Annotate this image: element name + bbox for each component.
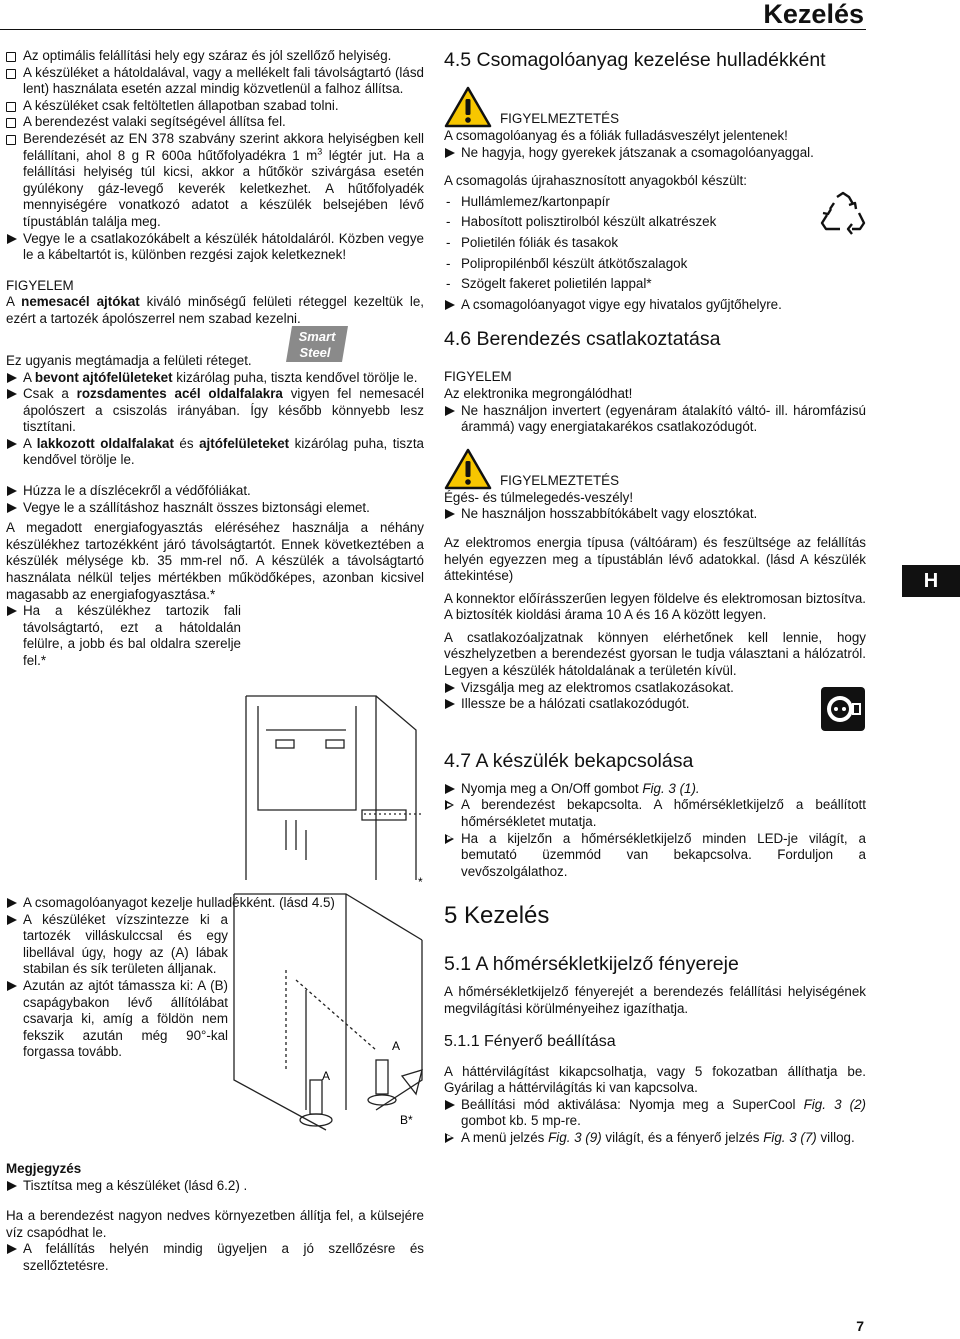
clean3-bold2: ajtófelületeket xyxy=(199,435,290,451)
notice-attack-row xyxy=(6,328,424,370)
on-result-1: A berendezést bekapcsolta. A hőmérsékletkijelző a beállított hőmérsékletet mutatja. xyxy=(444,797,866,830)
section-5-1-1-title: 5.1.1 Fényerő beállítása xyxy=(444,1032,616,1050)
spacer-step: Ha a készülékhez tartozik fali távolságtartó, ezt a hátoldalán felülre, a jobb és bal oldalra szerelje fel.* xyxy=(6,603,241,669)
notice-text xyxy=(6,294,424,327)
clean-step-2 xyxy=(6,386,424,436)
fire-warning-text: Égés- és túlmelegedés-veszély! xyxy=(444,489,634,505)
clean1-bold: bevont ajtófelületeket xyxy=(34,369,173,385)
figure1-star: * xyxy=(418,875,423,889)
clean-step-3 xyxy=(6,436,424,469)
warning-label: FIGYELMEZTETÉS xyxy=(500,111,620,127)
recycle-step: A csomagolóanyagot vigye egy hivatalos gyűjtőhelyre. xyxy=(444,297,866,314)
section-5-title: 5 Kezelés xyxy=(444,902,550,930)
left-column xyxy=(6,48,424,670)
clean3-mid: és xyxy=(173,435,200,451)
menu-result xyxy=(444,1130,866,1147)
en378-text-a: Berendezését az EN 378 szabvány szerint akkora helyiségben kell felállítani, ahol 8 g R 600a hűtőfolyadékra 1 m xyxy=(23,130,424,163)
warning-step: Ne hagyja, hogy gyerekek játszanak a csomagolóanyaggal. xyxy=(444,145,866,162)
warning-triangle-icon xyxy=(444,86,492,128)
material-item: - Habosított polisztirolból készült alkatrészek xyxy=(444,214,866,231)
clean3-pre: A xyxy=(23,435,37,451)
notice-label: FIGYELEM xyxy=(6,277,74,293)
en378-text-b: légtér jut. Ha a felállítási helyiség túl kicsi, akkor a hűtőkör szivárgása esetén gyúlékony gáz-levegő keverék keletkezhet. A hűtőfolyadék mennyiségére vonatkozó adatot a készülék belsejében lévő típustáblán találja meg. xyxy=(23,147,424,229)
notice-pre: A xyxy=(6,294,22,310)
figure2-label-a2: A xyxy=(392,1039,401,1053)
cable-step: Vegye le a csatlakozókábelt a készülék hátoldaláról. Közben vegye le a kábeltartót is, különben rezgési zajok keletkeznek! xyxy=(6,231,424,264)
menu-result-pre: A menü jelzés xyxy=(461,1129,549,1145)
fire-warning-head xyxy=(444,448,866,490)
en378-paragraph xyxy=(6,131,424,231)
material-item: - Polipropilénből készült átkötőszalagok xyxy=(444,256,866,273)
right-column xyxy=(444,48,866,1147)
left-bottom-notes xyxy=(6,1161,424,1275)
power-paragraph: Az elektromos energia típusa (váltóáram) és feszültsége az felállítás helyén egyezzen meg a típustáblán lévő adatokkal. (lásd A készülék áttekintése) xyxy=(444,534,866,584)
plug-icon xyxy=(820,686,866,732)
material-item: - Szögelt fakeret polietilén lappal* xyxy=(444,276,866,293)
smart-steel-logo xyxy=(286,324,350,364)
list-item: A készüléket csak feltöltetlen állapotban szabad tolni. xyxy=(6,98,424,115)
note-label: Megjegyzés xyxy=(6,1161,82,1176)
menu-result-ref1: Fig. 3 (9) xyxy=(548,1129,602,1145)
door-step: Azután az ajtót támassza ki: A (B) csapágybakon lévő állítólábat csavarja ki, amíg a földön nem fekszik azután még 90°-kal forgassa tovább. xyxy=(6,978,228,1061)
list-item: A készüléket a hátoldalával, vagy a mellékelt fali távolságtartó (lásd lent) használata esetén azzal mindig közvetlenül a falhoz állítsa. xyxy=(6,65,424,98)
warning-head xyxy=(444,86,866,128)
list-item: A berendezést valaki segítségével állítsa fel. xyxy=(6,114,424,131)
note-step: Tisztítsa meg a készüléket (lásd 6.2) . xyxy=(6,1178,424,1195)
strip-step-2: Vegye le a szállításhoz használt összes biztonsági elemet. xyxy=(6,500,424,517)
clean3-bold1: lakkozott oldalfalakat xyxy=(36,435,174,451)
material-item: - Hullámlemez/kartonpapír xyxy=(444,194,866,211)
recycle-block xyxy=(444,173,866,297)
on-step-ref: Fig. 3 (1). xyxy=(642,780,700,796)
warning-text: A csomagolóanyag és a fóliák fulladásveszélyt jelentenek! xyxy=(444,128,788,143)
page-header-title: Kezelés xyxy=(763,0,864,29)
clean3-post: kizárólag puha, tiszta kendővel törölje le. xyxy=(23,435,424,468)
mode-step-ref: Fig. 3 (2) xyxy=(803,1096,866,1112)
strip-step-1: Húzza le a díszlécekről a védőfóliákat. xyxy=(6,483,424,500)
figure2-label-b: B* xyxy=(400,1113,413,1127)
humid-paragraph: Ha a berendezést nagyon nedves környezetben állítja fel, a külsejére víz csapódhat le. xyxy=(6,1208,424,1240)
recycle-text: A csomagolás újrahasznosított anyagokból készült: xyxy=(444,173,747,189)
section-5-1-text: A hőmérsékletkijelző fényerejét a berendezés felállítási helyiségének megvilágítási körülményeihez igazíthatja. xyxy=(444,984,866,1016)
clean1-post: kizárólag puha, tiszta kendővel törölje le. xyxy=(172,369,418,385)
leveling-feet-illustration xyxy=(226,880,430,1140)
menu-result-ref2: Fig. 3 (7) xyxy=(763,1129,817,1145)
clean2-pre: Csak a xyxy=(23,386,77,402)
header-rule xyxy=(0,29,866,30)
fire-warning-label: FIGYELMEZTETÉS xyxy=(500,473,620,489)
dispose-step: A csomagolóanyagot kezelje hulladékként. (lásd 4.5) xyxy=(6,895,423,912)
check-step: Vizsgálja meg az elektromos csatlakozásokat. xyxy=(444,680,866,697)
level-step: A készüléket vízszintezze ki a tartozék villáskulccsal és egy libellával úgy, hogy az (A) lábak stabilan és sík területen álljanak. xyxy=(6,912,228,978)
figure2-label-a1: A xyxy=(322,1069,331,1083)
language-side-tab: H xyxy=(902,565,960,597)
page-number: 7 xyxy=(856,1318,864,1335)
notice-bold: nemesacél ajtókat xyxy=(21,294,140,310)
menu-result-mid: világít, és a fényerő jelzés xyxy=(601,1129,764,1145)
notice-attack: Ez ugyanis megtámadja a felületi réteget. xyxy=(6,352,252,368)
fire-step: Ne használjon hosszabbítókábelt vagy elosztókat. xyxy=(444,506,866,523)
en378-superscript: 3 xyxy=(317,146,323,157)
left-lower-steps xyxy=(6,895,335,1061)
access-paragraph: A csatlakozóaljzatnak könnyen elérhetőnek kell lennie, hogy vészhelyzetben a berendezést gyorsan le tudja választani a hálózatról. Legyen a készülék hátoldalának a területén kívül. xyxy=(444,629,866,679)
clean-step-1 xyxy=(6,370,424,387)
elec-notice-label: FIGYELEM xyxy=(444,369,512,385)
section-4-7-title: 4.7 A készülék bekapcsolása xyxy=(444,749,694,772)
notice-post: kiváló minőségű felületi réteggel kezeltük le, ezért a tartozék ápolószerrel nem szabad kezelni. xyxy=(6,294,425,326)
warning-triangle-icon xyxy=(444,448,492,490)
elec-step: Ne használjon invertert (egyenáram átalakító váltó- ill. háromfázisú árammá) vagy energiatakarékos csatlakozódugót. xyxy=(444,403,866,436)
elec-notice-text: Az elektronika megrongálódhat! xyxy=(444,385,633,401)
list-item: Az optimális felállítási hely egy száraz és jól szellőző helyiség. xyxy=(6,48,424,65)
clean1-pre: A xyxy=(23,369,35,385)
recycle-icon xyxy=(820,191,866,235)
clean2-post: vigyen fel nemesacél ápolószert a csiszolás irányában. Így később könnyebb lesz tisztítani. xyxy=(23,386,424,435)
on-step-text: Nyomja meg a On/Off gombot xyxy=(461,780,643,796)
vent-step: A felállítás helyén mindig ügyeljen a jó szellőzésre és szellőztetésre. xyxy=(6,1241,424,1274)
smart-steel-text-1: Smart xyxy=(298,328,336,344)
clean2-bold: rozsdamentes acél oldalfalakra xyxy=(76,386,283,402)
energy-paragraph: A megadott energiafogyasztás eléréséhez használja a néhány készülékhez tartozékként járó távolságtartót. Ennek következtében a készülék mélysége kb. 35 mm-rel nő. A készülék a távolságtartó használata nélkül teljes mértékben működőképes, azonban kicsivel magasabb az energiafogyasztása.* xyxy=(6,520,424,602)
mode-step xyxy=(444,1097,866,1130)
section-5-1-title: 5.1 A hőmérsékletkijelző fényereje xyxy=(444,953,739,976)
on-step xyxy=(444,781,866,798)
wall-spacer-illustration xyxy=(236,690,430,890)
plug-step: Illessze be a hálózati csatlakozódugót. xyxy=(444,696,866,713)
section-4-6-title: 4.6 Berendezés csatlakoztatása xyxy=(444,328,721,351)
mode-step-post: gombot kb. 5 mp-re. xyxy=(461,1113,581,1129)
mode-step-text: Beállítási mód aktiválása: Nyomja meg a SuperCool xyxy=(461,1096,804,1112)
material-item: - Polietilén fóliák és tasakok xyxy=(444,235,866,252)
section-5-1-1-text: A háttérvilágítást kikapcsolhatja, vagy 5 fokozatban állíthatja be. Gyárilag a háttérvilágítás ki van kapcsolva. xyxy=(444,1063,866,1096)
smart-steel-text-2: Steel xyxy=(299,344,331,360)
connection-steps xyxy=(444,680,866,713)
menu-result-post: villog. xyxy=(816,1129,855,1145)
on-result-2: Ha a kijelzőn a hőmérsékletkijelző minden LED-je világít, a bemutató üzemmód van bekapcsolva. Forduljon a vevőszolgálathoz. xyxy=(444,831,866,881)
section-4-5-title: 4.5 Csomagolóanyag kezelése hulladékként xyxy=(444,49,826,71)
socket-paragraph: A konnektor előírásszerűen legyen földelve és elektromosan biztosítva. A biztosíték kioldási árama 10 A és 16 A között legyen. xyxy=(444,590,866,623)
